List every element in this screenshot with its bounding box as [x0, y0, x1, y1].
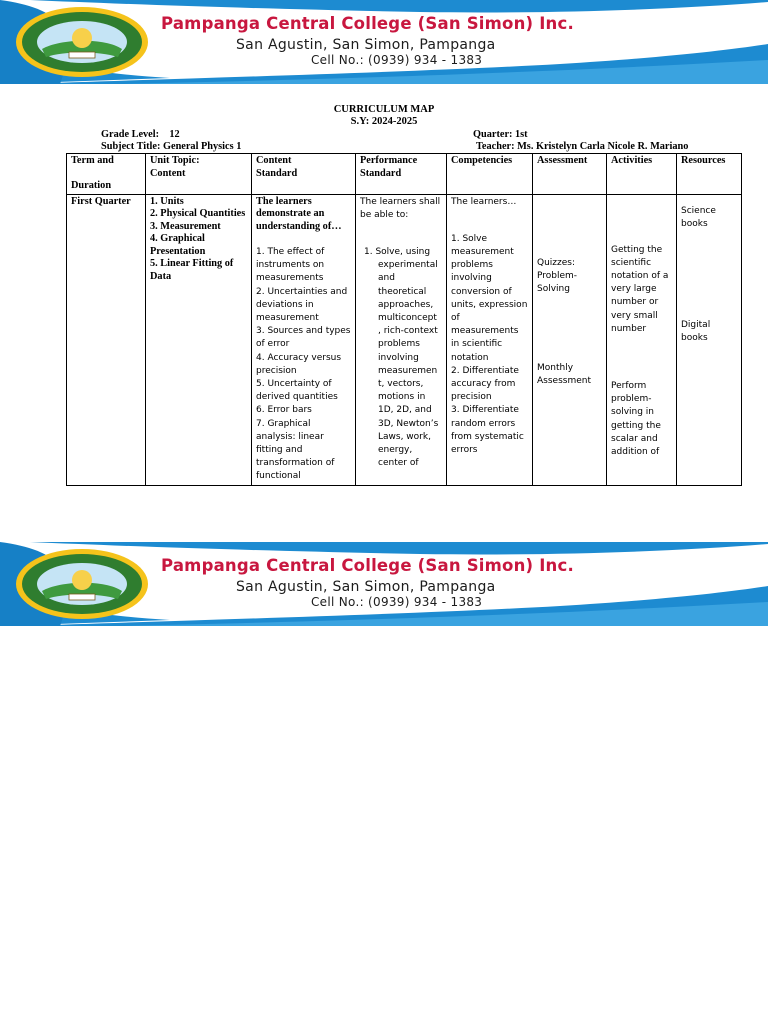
table-row — [67, 194, 742, 485]
school-cell-number: Cell No.: (0939) 934 - 1383 — [311, 53, 483, 67]
header-term-duration: Term and Duration — [67, 154, 146, 195]
header-content-standard: Content Standard — [252, 154, 356, 195]
document-title: CURRICULUM MAP — [333, 104, 435, 115]
college-seal-logo — [14, 5, 150, 79]
teacher-value: Ms. Kristelyn Carla Nicole R. Mariano — [517, 141, 689, 152]
header-activities: Activities — [607, 154, 677, 195]
subject-title — [101, 141, 241, 152]
school-address: San Agustin, San Simon, Pampanga — [236, 37, 496, 53]
subject-title-label: Subject Title: — [101, 141, 161, 152]
cell-competencies: The learners… 1. Solve measurement problems involving conversion of units, expression of measurements in scientific notation 2. Differentiate accuracy from precision 3. Differentiate random errors from systematic errors — [447, 194, 533, 485]
cell-content-standard: The learners demonstrate an understanding of… 1. The effect of instruments on measurements 2. Uncertainties and deviations in measurement 3. Sources and types of error 4. Accuracy versus precision 5. Uncertainty of derived quantities 6. Error bars 7. Graphical analysis: linear fitting and transformation of functional — [252, 194, 356, 485]
table-header-row — [67, 154, 742, 195]
header-unit-topic: Unit Topic: Content — [146, 154, 252, 195]
header-assessment: Assessment — [533, 154, 607, 195]
school-address: San Agustin, San Simon, Pampanga — [236, 579, 496, 595]
grade-level — [101, 129, 180, 140]
cell-topics: 1. Units 2. Physical Quantities 3. Measurement 4. Graphical Presentation 5. Linear Fitting of Data — [146, 194, 252, 485]
header-banner — [0, 0, 768, 84]
quarter-label: Quarter: — [473, 129, 513, 140]
header-banner-page-2 — [0, 542, 768, 626]
cell-resources: Science books Digital books — [677, 194, 742, 485]
quarter — [473, 129, 528, 140]
cell-performance-standard: The learners shall be able to: 1. Solve, using experimental and theoretical approaches, multiconcept , rich-context problems involving measuremen t, vectors, motions in 1D, 2D, and 3D, Newton’s Laws, work, energy, center of — [356, 194, 447, 485]
quarter-value: 1st — [515, 129, 528, 140]
curriculum-map-table — [66, 153, 742, 486]
header-performance-standard: Performance Standard — [356, 154, 447, 195]
school-name: Pampanga Central College (San Simon) Inc. — [161, 14, 574, 33]
teacher — [476, 141, 688, 152]
grade-level-value: 12 — [169, 129, 180, 140]
school-year: S.Y: 2024-2025 — [350, 116, 418, 127]
header-competencies: Competencies — [447, 154, 533, 195]
cell-assessment: Quizzes: Problem-Solving Monthly Assessment — [533, 194, 607, 485]
header-resources: Resources — [677, 154, 742, 195]
college-seal-logo — [14, 547, 150, 621]
teacher-label: Teacher: — [476, 141, 515, 152]
grade-level-label: Grade Level: — [101, 129, 160, 140]
cell-term: First Quarter — [67, 194, 146, 485]
school-cell-number: Cell No.: (0939) 934 - 1383 — [311, 595, 483, 609]
school-name: Pampanga Central College (San Simon) Inc. — [161, 556, 574, 575]
subject-title-value: General Physics 1 — [162, 141, 242, 152]
cell-activities: Getting the scientific notation of a very large number or very small number Perform problem-solving in getting the scalar and addition of — [607, 194, 677, 485]
